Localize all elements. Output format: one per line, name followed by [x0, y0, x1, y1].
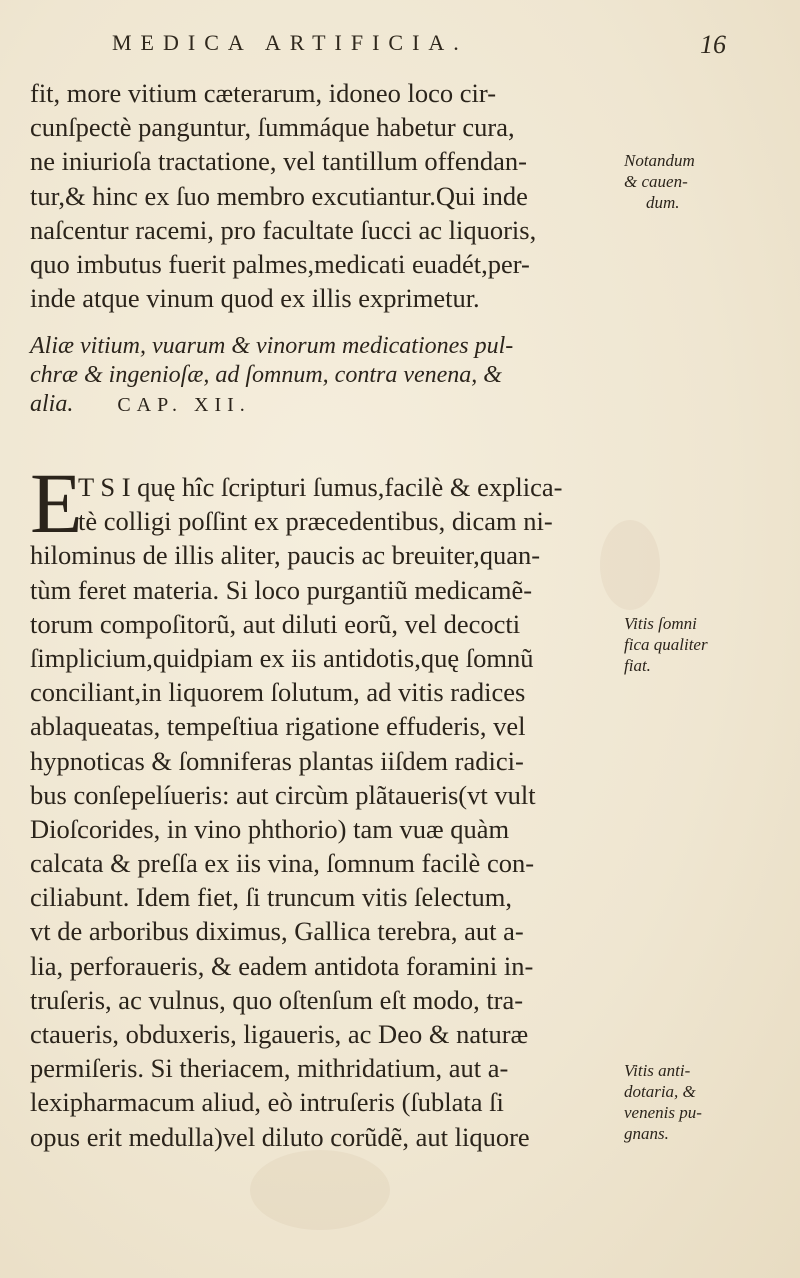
paper-stain — [250, 1150, 390, 1230]
text-line: ablaqueatas, tempeſtiua rigatione effuderis, vel — [30, 711, 526, 742]
margin-note-line: fiat. — [624, 656, 651, 675]
margin-note-line: dotaria, & — [624, 1082, 696, 1101]
margin-note-vitis-antidotaria — [624, 1060, 794, 1144]
margin-note-line: venenis pu- — [624, 1103, 702, 1122]
text-line: calcata & preſſa ex iis vina, ſomnum facilè con- — [30, 848, 535, 879]
text-line: naſcentur racemi, pro facultate ſucci ac liquoris, — [30, 214, 537, 245]
text-line: truſeris, ac vulnus, quo oſtenſum eſt modo, tra- — [30, 984, 524, 1015]
text-line: lia, perforaueris, & eadem antidota foramini in- — [30, 950, 534, 981]
margin-note-notandum — [624, 150, 794, 213]
chapter-title-line: chræ & ingenioſæ, ad ſomnum, contra venena, & — [30, 362, 502, 388]
text-line: ne iniurioſa tractatione, vel tantillum offendan- — [30, 146, 527, 177]
text-line: conciliant,in liquorem ſolutum, ad vitis radices — [30, 677, 526, 708]
margin-note-line: Vitis anti- — [624, 1061, 691, 1080]
paragraph-continued — [30, 76, 615, 315]
text-line: quo imbutus fuerit palmes,medicati euadét,per- — [30, 248, 530, 279]
text-line: bus conſepelíueris: aut circùm plãtaueris(vt vult — [30, 779, 536, 810]
running-title: MEDICA ARTIFICIA. — [112, 30, 468, 55]
text-line: hypnoticas & ſomniferas plantas iiſdem radici- — [30, 745, 524, 776]
margin-note-line: & cauen- — [624, 172, 688, 191]
text-line: cunſpectè panguntur, ſummáque habetur cura, — [30, 112, 515, 143]
text-line: T S I quę hîc ſcripturi ſumus,facilè & explica- — [78, 472, 563, 502]
chapter-number: CAP. XII. — [117, 394, 251, 416]
text-line: inde atque vinum quod ex illis exprimetur. — [30, 283, 480, 314]
chapter-title-line: Aliæ vitium, vuarum & vinorum medicationes pul- — [30, 333, 514, 359]
text-line: opus erit medulla)vel diluto corũdẽ, aut liquore — [30, 1121, 530, 1152]
text-line: fit, more vitium cæterarum, idoneo loco cir- — [30, 78, 497, 108]
margin-note-line: fica qualiter — [624, 635, 708, 654]
page-number: 16 — [700, 30, 726, 59]
margin-note-vitis-somnifica — [624, 613, 794, 676]
margin-note-line: dum. — [646, 193, 680, 212]
text-line: permiſeris. Si theriacem, mithridatium, aut a- — [30, 1053, 509, 1084]
margin-note-line: Notandum — [624, 151, 695, 170]
text-line: lexipharmacum aliud, eò intruſeris (ſublata ſi — [30, 1087, 504, 1118]
text-line: ciliabunt. Idem fiet, ſi truncum vitis ſelectum, — [30, 882, 513, 913]
chapter-title-line — [30, 390, 630, 419]
chapter-heading — [30, 332, 630, 419]
text-line: torum compoſitorũ, aut diluti eorũ, vel decocti — [30, 608, 521, 639]
text-line: tùm feret materia. Si loco purgantiũ medicamẽ- — [30, 574, 533, 605]
text-line: Dioſcorides, in vino phthorio) tam vuæ quàm — [30, 813, 510, 844]
margin-note-line: gnans. — [624, 1124, 669, 1143]
text-line: tè colligi poſſint ex præcedentibus, dicam ni- — [78, 506, 553, 537]
text-line: vt de arboribus diximus, Gallica terebra, aut a- — [30, 916, 524, 947]
chapter-title-end: alia. — [30, 391, 74, 417]
text-line: hilominus de illis aliter, paucis ac breuiter,quan- — [30, 540, 541, 571]
chapter-paragraph — [30, 455, 615, 1154]
text-line: ctaueris, obduxeris, ligaueris, ac Deo & naturæ — [30, 1019, 529, 1049]
drop-capital: E — [30, 455, 83, 551]
margin-note-line: Vitis ſomni — [624, 614, 697, 633]
text-line: ſimplicium,quidpiam ex iis antidotis,quę ſomnũ — [30, 642, 534, 673]
text-line: tur,& hinc ex ſuo membro excutiantur.Qui inde — [30, 180, 528, 211]
